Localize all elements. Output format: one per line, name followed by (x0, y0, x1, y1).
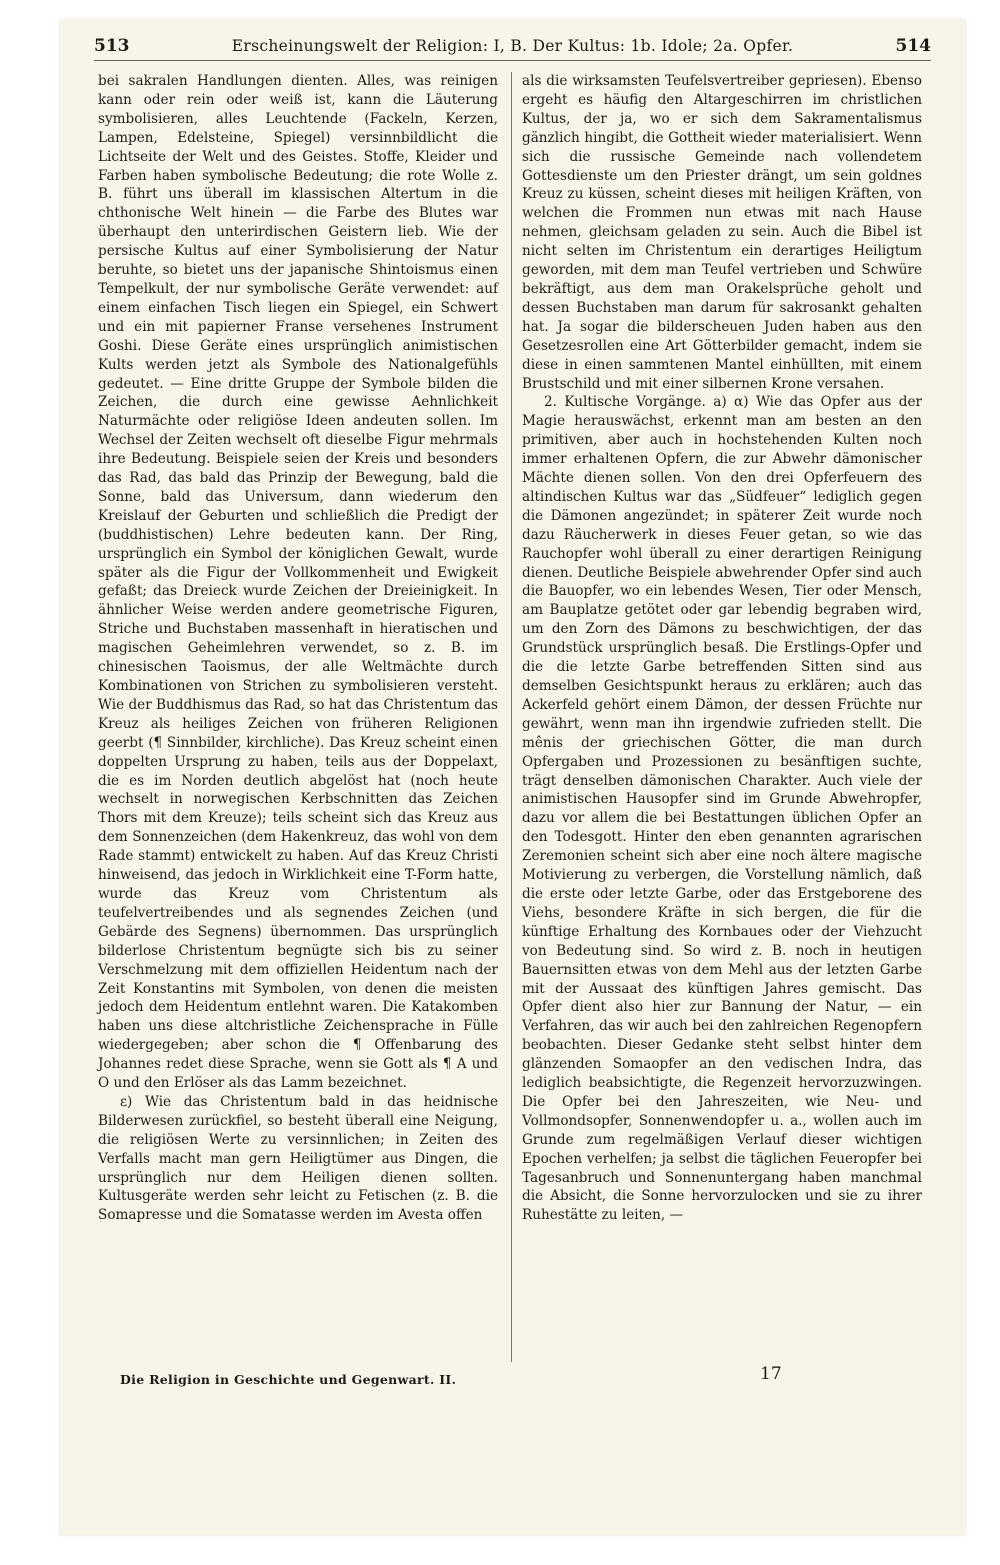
right-column (522, 72, 922, 1225)
left-paragraph-1: bei sakralen Handlungen dienten. Alles, was reinigen kann oder rein oder weiß ist, kann die Läuterung symbolisieren, alles Leuchtende (Fackeln, Kerzen, Lampen, Edelsteine, Spiegel) versinnbildlicht die Lichtseite der Welt und des Geistes. Stoffe, Kleider und Farben haben symbolische Bedeutung; die rote Wolle z. B. führt uns überall im klassischen Altertum in die chthonische Welt hinein — die Farbe des Blutes war überhaupt den unterirdischen Geistern lieb. Wie der persische Kultus auf einer Symbolisierung der Natur beruhte, so bietet uns der japanische Shintoismus einen Tempelkult, der nur symbolische Geräte verwendet: auf einem einfachen Tisch liegen ein Spiegel, ein Schwert und ein mit papierner Franse versehenes Instrument Goshi. Diese Geräte eines ursprünglich animistischen Kults werden jetzt als Symbole des Nationalgefühls gedeutet. — Eine dritte Gruppe der Symbole bilden die Zeichen, die durch eine gewisse Aehnlichkeit Naturmächte oder religiöse Ideen andeuten sollen. Im Wechsel der Zeiten wechselt oft dieselbe Figur mehrmals ihre Bedeutung. Beispiele seien der Kreis und besonders das Rad, das bald das Prinzip der Bewegung, bald die Sonne, bald das Universum, dann wiederum den Kreislauf der Geburten und schließlich die Predigt der (buddhistischen) Lehre bedeuten kann. Der Ring, ursprünglich ein Symbol der königlichen Gewalt, wurde später als die Figur der Vollkommenheit und Ewigkeit gefaßt; das Dreieck wurde Zeichen der Dreieinigkeit. In ähnlicher Weise werden andere geometrische Figuren, Striche und Buchstaben massenhaft in hieratischen und magischen Geheimlehren verwendet, so z. B. im chinesischen Taoismus, der alle Weltmächte durch Kombinationen von Strichen zu symbolisieren versteht. Wie der Buddhismus das Rad, so hat das Christentum das Kreuz als heiliges Zeichen von früheren Religionen geerbt (¶ Sinnbilder, kirchliche). Das Kreuz scheint einen doppelten Ursprung zu haben, teils aus der Doppelaxt, die es im Norden deutlich abgelöst hat (noch heute wechselt in norwegischen Kerbschnitten das Zeichen Thors mit dem Kreuze); teils scheint sich das Kreuz aus dem Sonnenzeichen (dem Hakenkreuz, das wohl von dem Rade stammt) entwickelt zu haben. Auf das Kreuz Christi hinweisend, das jedoch in Wirklichkeit eine T-Form hatte, wurde das Kreuz vom Christentum als teufelvertreibendes und als segnendes Zeichen (und Gebärde des Segnens) übernommen. Das ursprünglich bilderlose Christentum begnügte sich bis zu seiner Verschmelzung mit dem offiziellen Heidentum nach der Zeit Konstantins mit Symbolen, von denen die meisten jedoch dem Heidentum entlehnt waren. Die Katakomben haben uns diese altchristliche Zeichensprache in Fülle wiedergegeben; aber schon die ¶ Offenbarung des Johannes redet diese Sprache, wenn sie Gott als ¶ A und O und den Erlöser als das Lamm bezeichnet. (98, 73, 498, 1092)
book-page (60, 20, 965, 1535)
footer-work-title: Die Religion in Geschichte und Gegenwart. II. (120, 1372, 457, 1387)
right-paragraph-2: 2. Kultische Vorgänge. a) α) Wie das Opfer aus der Magie herauswächst, erkennt man am besten an den primitiven, aber auch in hochstehenden Kulten noch immer erhaltenen Opfern, die zur Abwehr dämonischer Mächte dienen sollen. Von den drei Opferfeuern des altindischen Kultus war das „Südfeuer“ lediglich gegen die Dämonen angezündet; in späterer Zeit wurde noch dazu Räucherwerk in dieses Feuer getan, so wie das Rauchopfer wohl überall zu einer derartigen Reinigung dienen. Deutliche Beispiele abwehrender Opfer sind auch die Bauopfer, wo ein lebendes Wesen, Tier oder Mensch, am Bauplatze getötet oder gar lebendig begraben wird, um den Zorn des Dämons zu beschwichtigen, der das Grundstück ursprünglich besaß. Die Erstlings-Opfer und die die letzte Garbe betreffenden Sitten sind aus demselben Gesichtspunkt heraus zu erklären; auch das Ackerfeld gehört einem Dämon, der dessen Früchte nur gewährt, wenn man ihn irgendwie zufrieden stellt. Die mênis der griechischen Götter, die man durch Opfergaben und Prozessionen zu besänftigen suchte, trägt denselben dämonischen Charakter. Auch viele der animistischen Hausopfer sind im Grunde Abwehropfer, dazu vor allem die bei Bestattungen üblichen Opfer an den Todesgott. Hinter den eben genannten agrarischen Zeremonien scheint sich aber eine noch ältere magische Motivierung zu verbergen, die Vorstellung nämlich, daß die erste oder letzte Garbe, oder das Erstgeborene des Viehs, besondere Kräfte in sich bergen, die für die künftige Erhaltung des Kornbaues oder der Viehzucht von Bedeutung sind. So wird z. B. noch in heutigen Bauernsitten etwas von dem Mehl aus der letzten Garbe mit der Aussaat des künftigen Jahres gemischt. Das Opfer dient also hier zur Bannung der Natur, — ein Verfahren, das wir auch bei den zahlreichen Regenopfern beobachten. Dieser Gedanke steht selbst hinter dem glänzenden Somaopfer an den vedischen Indra, das lediglich beabsichtigte, die Regenzeit hervorzuzwingen. Die Opfer bei den Jahreszeiten, wie Neu- und Vollmondsopfer, Sonnenwendopfer u. a., wollen auch im Grunde zum regelmäßigen Verlauf dieser wichtigen Epochen verhelfen; ja selbst die täglichen Feueropfer bei Tagesanbruch und Sonnenuntergang haben manchmal die Absicht, die Sonne hervorzulocken und sie zu ihrer Ruhestätte zu leiten, — (522, 394, 922, 1224)
right-paragraph-1: als die wirksamsten Teufelsvertreiber gepriesen). Ebenso ergeht es häufig den Altargeschirren im christlichen Kultus, der ja, wo er sich dem Sakramentalismus gänzlich hingibt, die Gottheit wieder materialisiert. Wenn sich die russische Gemeinde nach vollendetem Gottesdienste um den Priester drängt, um sein goldnes Kreuz zu küssen, scheint dieses mit heiligen Kräften, von welchen die Frommen nun etwas mit nach Hause nehmen, gleichsam geladen zu sein. Auch die Bibel ist nicht selten im Christentum ein derartiges Heiligtum geworden, mit dem man Teufel vertrieben und Schwüre bekräftigt, aus dem man Orakelsprüche geholt und dessen Buchstaben man darum für sakrosankt gehalten hat. Ja sogar die bilderscheuen Juden haben aus den Gesetzesrollen eine Art Götterbilder gemacht, indem sie diese in einen sammtenen Mantel einhüllten, mit einem Brustschild und mit einer silbernen Krone versahen. (522, 73, 922, 392)
column-divider (511, 72, 512, 1362)
right-page-number: 514 (895, 36, 931, 56)
left-page-number: 513 (94, 36, 130, 56)
running-title: Erscheinungswelt der Religion: I, B. Der Kultus: 1b. Idole; 2a. Opfer. (231, 37, 794, 55)
left-column (98, 72, 498, 1225)
running-head (94, 36, 931, 61)
footer-signature-number: 17 (760, 1364, 782, 1384)
left-paragraph-2: ε) Wie das Christentum bald in das heidnische Bilderwesen zurückfiel, so besteht überall eine Neigung, die religiösen Werte zu versinnlichen; in Zeiten des Verfalls macht man gern Heiligtümer aus Dingen, die ursprünglich nur dem Heiligen dienen sollten. Kultusgeräte werden sehr leicht zu Fetischen (z. B. die Somapresse und die Somatasse werden im Avesta offen (98, 1093, 498, 1224)
